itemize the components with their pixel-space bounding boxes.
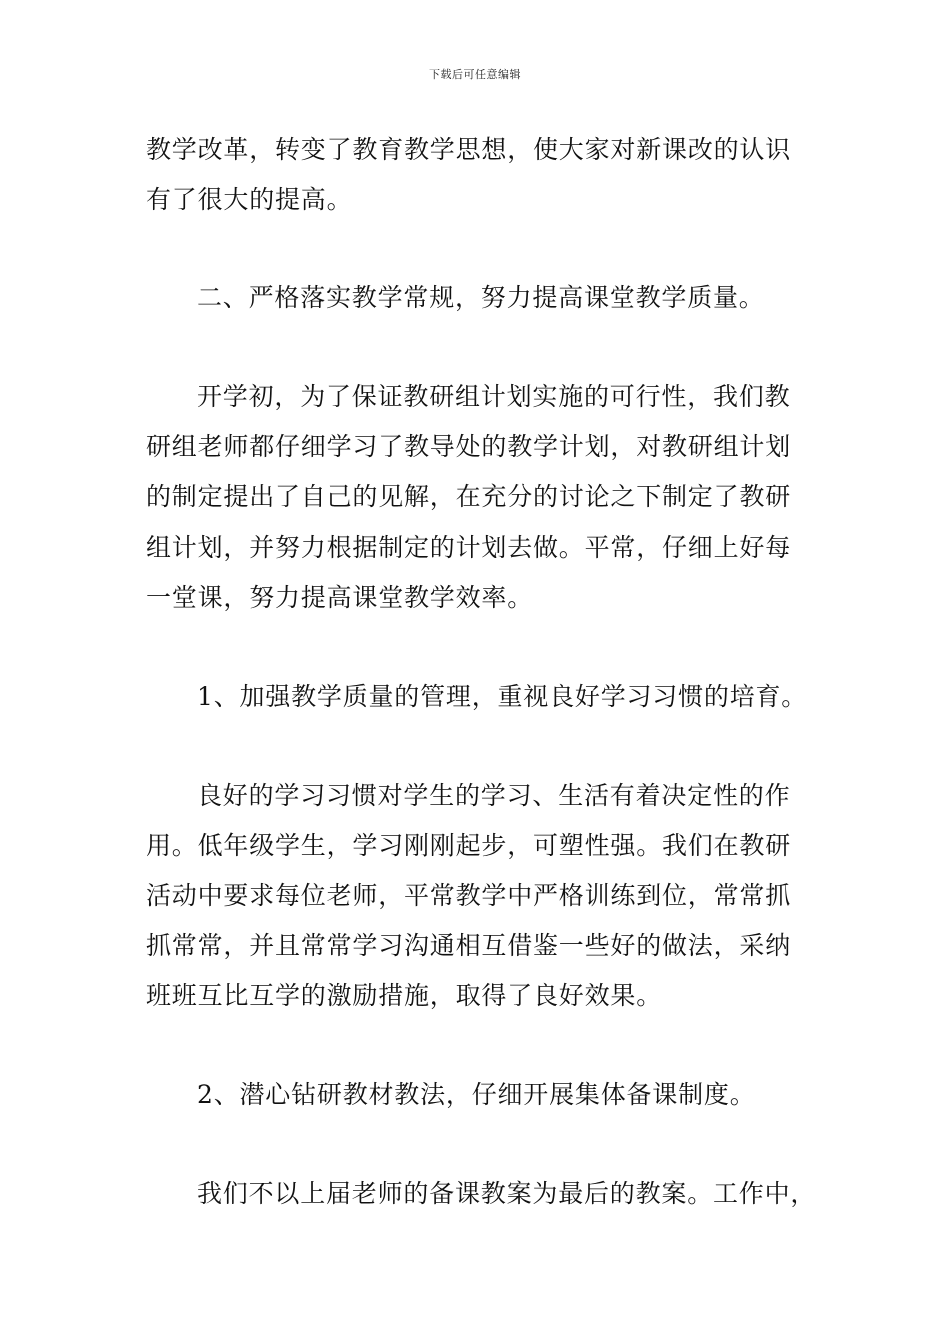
page-header: 下载后可任意编辑 <box>429 68 521 81</box>
paragraph-line: 良好的学习习惯对学生的学习、生活有着决定性的作 <box>197 781 791 810</box>
section-heading: 二、严格落实教学常规，努力提高课堂教学质量。 <box>197 283 765 312</box>
subsection-heading: 1、加强教学质量的管理，重视良好学习习惯的培育。 <box>197 682 808 711</box>
paragraph-line: 开学初，为了保证教研组计划实施的可行性，我们教 <box>197 382 791 411</box>
paragraph-line: 一堂课，努力提高课堂教学效率。 <box>146 583 534 612</box>
paragraph-line: 组计划，并努力根据制定的计划去做。平常，仔细上好每 <box>146 533 792 562</box>
paragraph-line: 的制定提出了自己的见解，在充分的讨论之下制定了教研 <box>146 482 792 511</box>
paragraph-line: 教学改革，转变了教育教学思想，使大家对新课改的认识 <box>146 135 792 164</box>
paragraph-line: 活动中要求每位老师，平常教学中严格训练到位，常常抓 <box>146 881 792 910</box>
paragraph-line: 研组老师都仔细学习了教导处的教学计划，对教研组计划 <box>146 432 792 461</box>
paragraph-line: 我们不以上届老师的备课教案为最后的教案。工作中， <box>197 1179 817 1208</box>
paragraph-line: 班班互比互学的激励措施，取得了良好效果。 <box>146 981 663 1010</box>
paragraph-line: 有了很大的提高。 <box>146 185 353 214</box>
paragraph-line: 抓常常，并且常常学习沟通相互借鉴一些好的做法，采纳 <box>146 931 792 960</box>
paragraph-line: 用。低年级学生，学习刚刚起步，可塑性强。我们在教研 <box>146 831 792 860</box>
subsection-heading: 2、潜心钻研教材教法，仔细开展集体备课制度。 <box>197 1080 756 1109</box>
